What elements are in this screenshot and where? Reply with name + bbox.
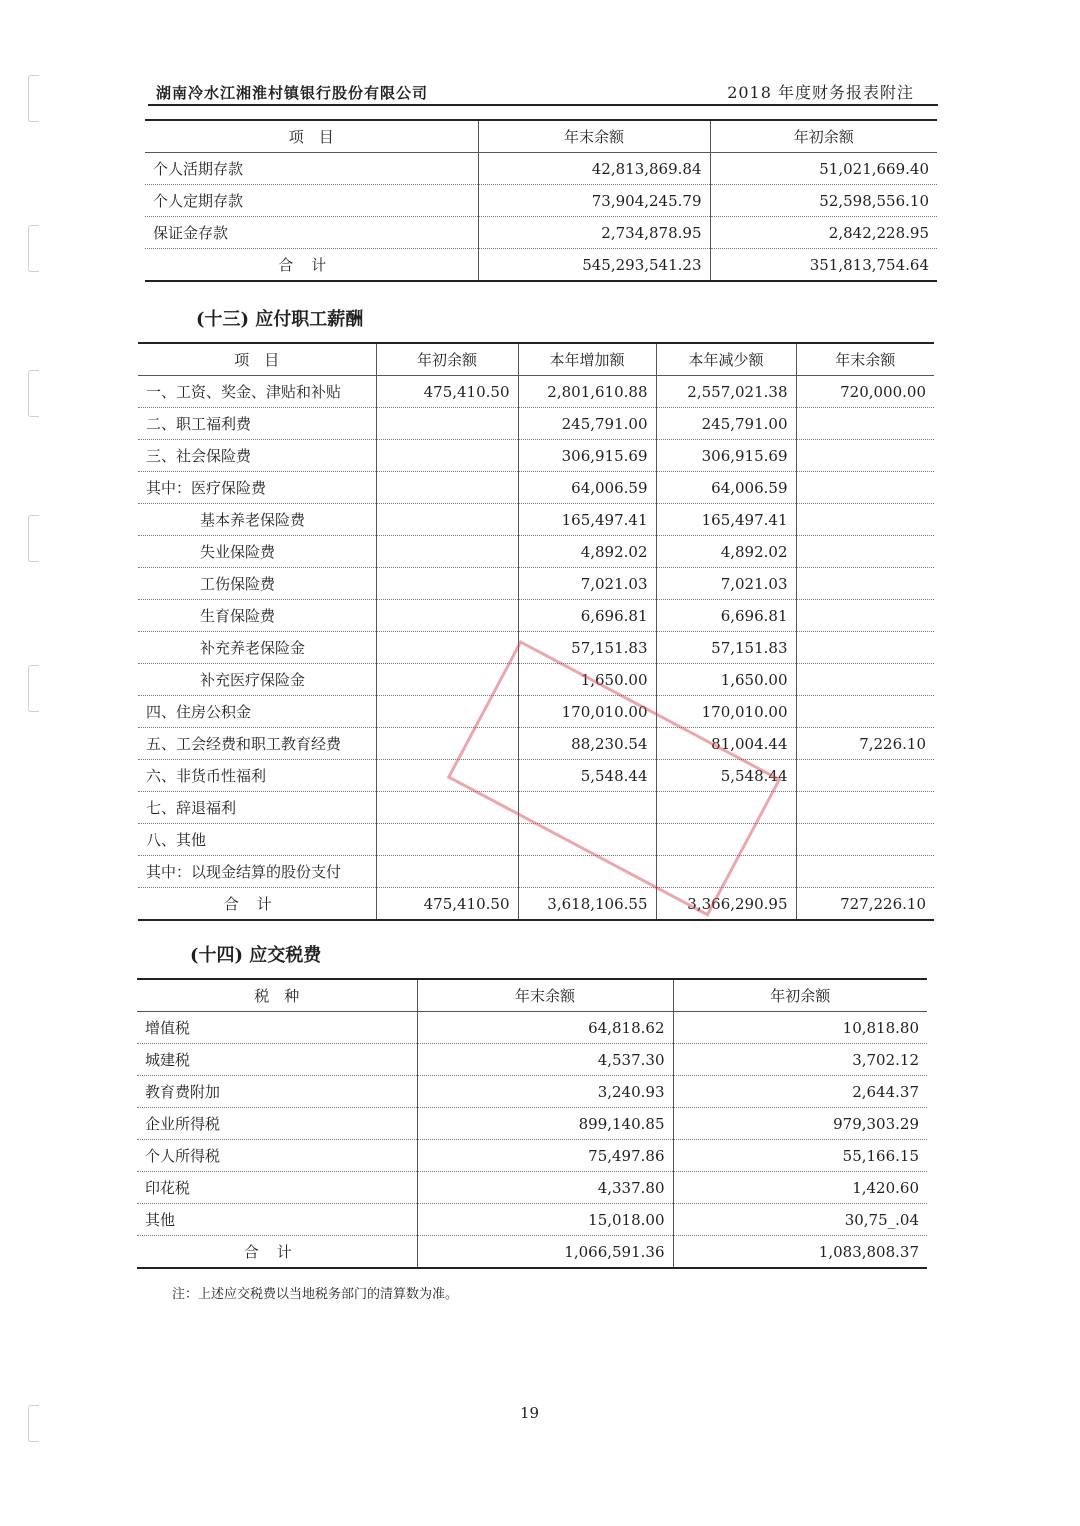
value-cell: 42,813,869.84 xyxy=(478,153,710,185)
value-cell: 52,598,556.10 xyxy=(710,185,937,217)
payroll-table xyxy=(138,342,934,921)
value-cell: 75,497.86 xyxy=(417,1140,673,1172)
value-cell: 73,904,245.79 xyxy=(478,185,710,217)
value-cell: 64,006.59 xyxy=(518,472,656,504)
value-cell: 475,410.50 xyxy=(376,888,518,921)
value-cell: 3,366,290.95 xyxy=(656,888,796,921)
value-cell: 1,650.00 xyxy=(518,664,656,696)
value-cell: 10,818.80 xyxy=(673,1012,927,1044)
value-cell: 3,240.93 xyxy=(417,1076,673,1108)
total-row xyxy=(145,249,937,282)
item-cell: 三、社会保险费 xyxy=(138,440,376,472)
value-cell: 720,000.00 xyxy=(796,376,934,408)
value-cell: 165,497.41 xyxy=(656,504,796,536)
value-cell xyxy=(796,856,934,888)
value-cell: 2,644.37 xyxy=(673,1076,927,1108)
deposits-table xyxy=(145,119,937,282)
col-header: 年末余额 xyxy=(417,979,673,1012)
value-cell xyxy=(376,856,518,888)
value-cell: 3,702.12 xyxy=(673,1044,927,1076)
value-cell xyxy=(796,504,934,536)
item-cell: 补充养老保险金 xyxy=(138,632,376,664)
value-cell: 1,650.00 xyxy=(656,664,796,696)
company-name: 湖南冷水江湘淮村镇银行股份有限公司 xyxy=(156,84,429,102)
value-cell: 1,066,591.36 xyxy=(417,1236,673,1269)
value-cell: 4,537.30 xyxy=(417,1044,673,1076)
item-cell: 六、非货币性福利 xyxy=(138,760,376,792)
item-cell: 教育费附加 xyxy=(137,1076,417,1108)
value-cell: 5,548.44 xyxy=(656,760,796,792)
value-cell: 545,293,541.23 xyxy=(478,249,710,282)
table-row xyxy=(138,504,934,536)
value-cell: 57,151.83 xyxy=(656,632,796,664)
table-row xyxy=(138,376,934,408)
table-row xyxy=(138,856,934,888)
table-row xyxy=(138,472,934,504)
value-cell: 2,801,610.88 xyxy=(518,376,656,408)
item-cell: 补充医疗保险金 xyxy=(138,664,376,696)
value-cell: 306,915.69 xyxy=(656,440,796,472)
item-cell: 增值税 xyxy=(137,1012,417,1044)
value-cell: 2,734,878.95 xyxy=(478,217,710,249)
item-cell: 四、住房公积金 xyxy=(138,696,376,728)
binder-mark xyxy=(28,1405,39,1442)
item-cell: 其中：医疗保险费 xyxy=(138,472,376,504)
value-cell xyxy=(796,760,934,792)
value-cell xyxy=(376,408,518,440)
value-cell: 2,842,228.95 xyxy=(710,217,937,249)
item-cell: 生育保险费 xyxy=(138,600,376,632)
binder-mark xyxy=(28,75,39,122)
table-row xyxy=(138,408,934,440)
item-cell: 八、其他 xyxy=(138,824,376,856)
value-cell: 727,226.10 xyxy=(796,888,934,921)
value-cell: 245,791.00 xyxy=(518,408,656,440)
value-cell xyxy=(376,568,518,600)
value-cell: 165,497.41 xyxy=(518,504,656,536)
value-cell: 2,557,021.38 xyxy=(656,376,796,408)
table-row xyxy=(145,153,937,185)
item-cell: 七、辞退福利 xyxy=(138,792,376,824)
table-row xyxy=(138,440,934,472)
item-cell: 个人定期存款 xyxy=(145,185,478,217)
binder-mark xyxy=(28,665,39,712)
item-cell: 企业所得税 xyxy=(137,1108,417,1140)
value-cell: 55,166.15 xyxy=(673,1140,927,1172)
col-header: 项 目 xyxy=(145,120,478,153)
value-cell: 64,818.62 xyxy=(417,1012,673,1044)
table-row xyxy=(137,1140,927,1172)
table-row xyxy=(138,824,934,856)
value-cell xyxy=(796,568,934,600)
value-cell: 64,006.59 xyxy=(656,472,796,504)
value-cell xyxy=(376,632,518,664)
value-cell: 4,892.02 xyxy=(656,536,796,568)
value-cell: 4,892.02 xyxy=(518,536,656,568)
value-cell: 5,548.44 xyxy=(518,760,656,792)
value-cell: 3,618,106.55 xyxy=(518,888,656,921)
item-cell: 五、工会经费和职工教育经费 xyxy=(138,728,376,760)
value-cell: 1,420.60 xyxy=(673,1172,927,1204)
page-number: 19 xyxy=(520,1404,540,1422)
col-header: 税 种 xyxy=(137,979,417,1012)
item-cell: 一、工资、奖金、津贴和补贴 xyxy=(138,376,376,408)
total-row xyxy=(137,1236,927,1269)
item-cell: 个人活期存款 xyxy=(145,153,478,185)
item-cell: 工伤保险费 xyxy=(138,568,376,600)
value-cell xyxy=(796,696,934,728)
col-header: 项 目 xyxy=(138,343,376,376)
taxes-table xyxy=(137,978,927,1269)
total-label: 合计 xyxy=(243,1243,310,1261)
value-cell: 979,303.29 xyxy=(673,1108,927,1140)
value-cell: 57,151.83 xyxy=(518,632,656,664)
value-cell xyxy=(376,536,518,568)
item-cell: 基本养老保险费 xyxy=(138,504,376,536)
binder-mark xyxy=(28,370,39,417)
value-cell: 6,696.81 xyxy=(518,600,656,632)
value-cell: 170,010.00 xyxy=(656,696,796,728)
value-cell: 6,696.81 xyxy=(656,600,796,632)
value-cell xyxy=(796,440,934,472)
table-row xyxy=(137,1012,927,1044)
footnote: 注：上述应交税费以当地税务部门的清算数为准。 xyxy=(172,1287,459,1302)
value-cell xyxy=(796,536,934,568)
page-header xyxy=(148,80,938,106)
value-cell xyxy=(376,504,518,536)
col-header: 年初余额 xyxy=(710,120,937,153)
value-cell: 306,915.69 xyxy=(518,440,656,472)
total-row xyxy=(138,888,934,921)
section-title: (十四) 应交税费 xyxy=(190,945,322,966)
value-cell xyxy=(376,824,518,856)
report-title: 2018 年度财务报表附注 xyxy=(727,83,914,102)
item-cell: 其中：以现金结算的股份支付 xyxy=(138,856,376,888)
section-title: (十三) 应付职工薪酬 xyxy=(196,309,364,330)
value-cell xyxy=(796,600,934,632)
value-cell xyxy=(376,600,518,632)
item-cell: 保证金存款 xyxy=(145,217,478,249)
binder-mark xyxy=(28,225,39,272)
value-cell xyxy=(796,632,934,664)
table-row xyxy=(138,568,934,600)
value-cell xyxy=(796,792,934,824)
binder-mark xyxy=(28,515,39,562)
col-header: 本年增加额 xyxy=(518,343,656,376)
item-cell: 二、职工福利费 xyxy=(138,408,376,440)
table-row xyxy=(138,536,934,568)
total-label: 合计 xyxy=(223,895,290,913)
item-cell: 个人所得税 xyxy=(137,1140,417,1172)
value-cell: 81,004.44 xyxy=(656,728,796,760)
value-cell: 15,018.00 xyxy=(417,1204,673,1236)
value-cell: 351,813,754.64 xyxy=(710,249,937,282)
value-cell xyxy=(376,472,518,504)
table-row xyxy=(137,1044,927,1076)
item-cell: 其他 xyxy=(137,1204,417,1236)
col-header: 年初余额 xyxy=(376,343,518,376)
value-cell xyxy=(796,472,934,504)
table-row xyxy=(145,217,937,249)
value-cell: 88,230.54 xyxy=(518,728,656,760)
value-cell: 245,791.00 xyxy=(656,408,796,440)
table-row xyxy=(137,1172,927,1204)
value-cell: 475,410.50 xyxy=(376,376,518,408)
total-label: 合计 xyxy=(278,256,345,274)
value-cell: 7,021.03 xyxy=(656,568,796,600)
value-cell: 7,021.03 xyxy=(518,568,656,600)
col-header: 年末余额 xyxy=(478,120,710,153)
table-row xyxy=(138,600,934,632)
item-cell: 城建税 xyxy=(137,1044,417,1076)
col-header: 本年减少额 xyxy=(656,343,796,376)
value-cell: 4,337.80 xyxy=(417,1172,673,1204)
table-row xyxy=(137,1204,927,1236)
item-cell: 失业保险费 xyxy=(138,536,376,568)
value-cell: 1,083,808.37 xyxy=(673,1236,927,1269)
col-header: 年初余额 xyxy=(673,979,927,1012)
table-row xyxy=(145,185,937,217)
table-row xyxy=(137,1076,927,1108)
value-cell: 51,021,669.40 xyxy=(710,153,937,185)
col-header: 年末余额 xyxy=(796,343,934,376)
value-cell: 7,226.10 xyxy=(796,728,934,760)
value-cell xyxy=(796,664,934,696)
table-row xyxy=(137,1108,927,1140)
value-cell xyxy=(796,408,934,440)
value-cell: 170,010.00 xyxy=(518,696,656,728)
value-cell xyxy=(376,440,518,472)
value-cell: 899,140.85 xyxy=(417,1108,673,1140)
item-cell: 印花税 xyxy=(137,1172,417,1204)
value-cell xyxy=(796,824,934,856)
value-cell: 30,75_.04 xyxy=(673,1204,927,1236)
